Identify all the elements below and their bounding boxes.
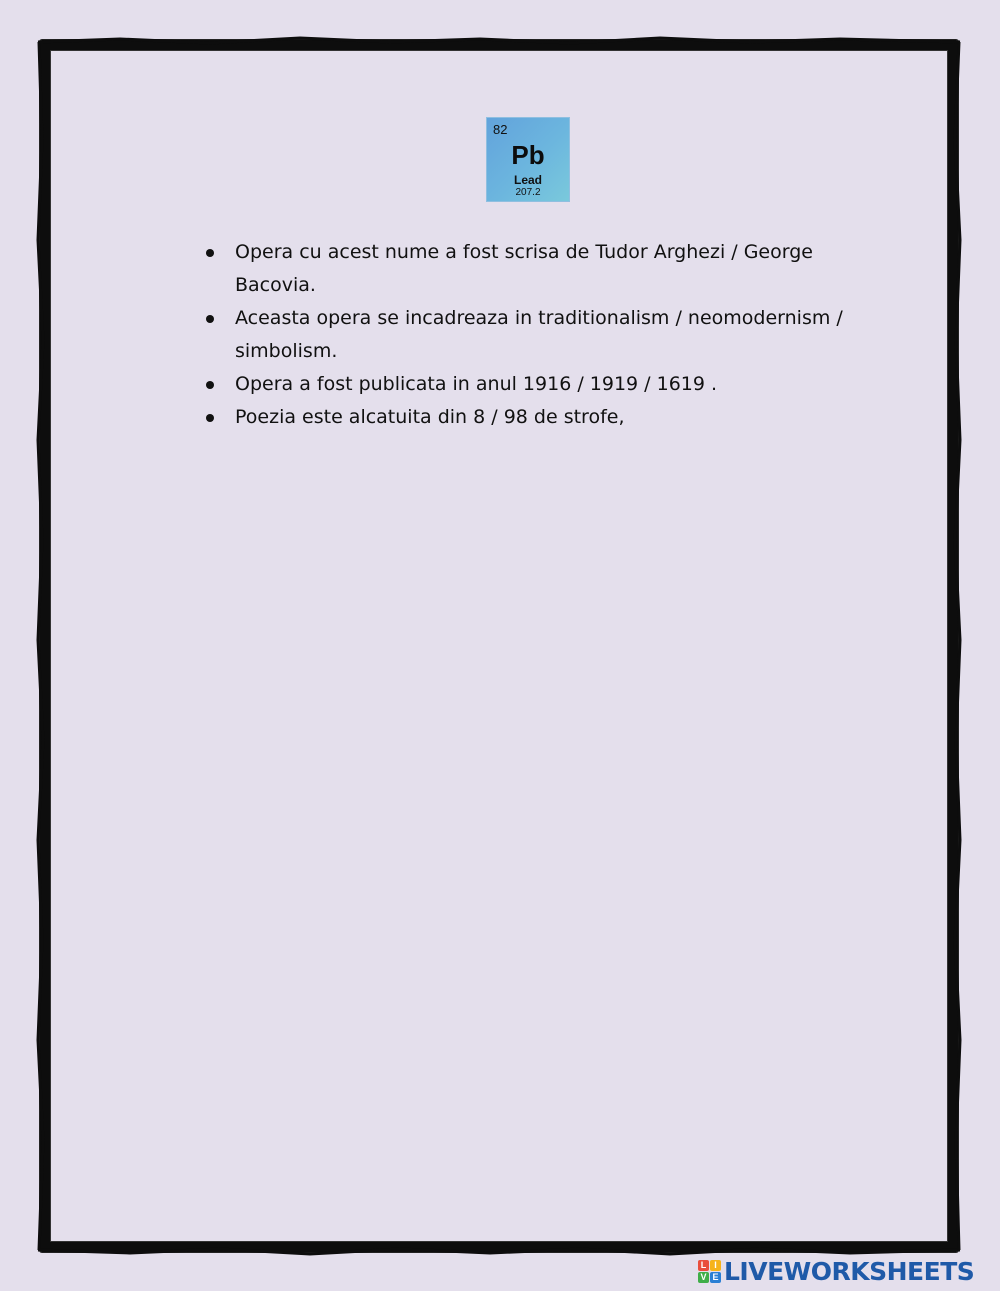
element-symbol: Pb bbox=[511, 140, 545, 170]
bullet-icon bbox=[206, 414, 214, 422]
bullet-icon bbox=[206, 315, 214, 323]
statement-text: Opera cu acest nume a fost scrisa de Tudor Arghezi / George Bacovia. bbox=[235, 241, 813, 296]
atomic-mass: 207.2 bbox=[515, 187, 541, 198]
logo-letter: V bbox=[698, 1272, 709, 1283]
statement-text: Aceasta opera se incadreaza in traditionalism / neomodernism / simbolism. bbox=[235, 307, 843, 362]
statement-text: Opera a fost publicata in anul 1916 / 1919 / 1619 . bbox=[235, 373, 718, 395]
logo-letter: E bbox=[710, 1272, 721, 1283]
list-item bbox=[198, 401, 898, 434]
element-name: Lead bbox=[513, 173, 542, 187]
logo-letter: I bbox=[710, 1260, 721, 1271]
list-item bbox=[198, 302, 898, 368]
bullet-icon bbox=[206, 381, 214, 389]
logo-text: LIVEWORKSHEETS bbox=[724, 1256, 975, 1286]
list-item bbox=[198, 236, 898, 302]
logo-letter: L bbox=[698, 1260, 709, 1271]
statement-text: Poezia este alcatuita din 8 / 98 de strofe, bbox=[235, 406, 625, 428]
page-border-frame bbox=[40, 40, 958, 1252]
liveworksheets-logo bbox=[698, 1257, 974, 1285]
statement-list bbox=[198, 236, 898, 434]
list-item bbox=[198, 368, 898, 401]
atomic-number: 82 bbox=[493, 122, 508, 137]
periodic-element-tile bbox=[486, 117, 570, 202]
logo-mark-icon bbox=[698, 1260, 721, 1283]
bullet-icon bbox=[206, 249, 214, 257]
